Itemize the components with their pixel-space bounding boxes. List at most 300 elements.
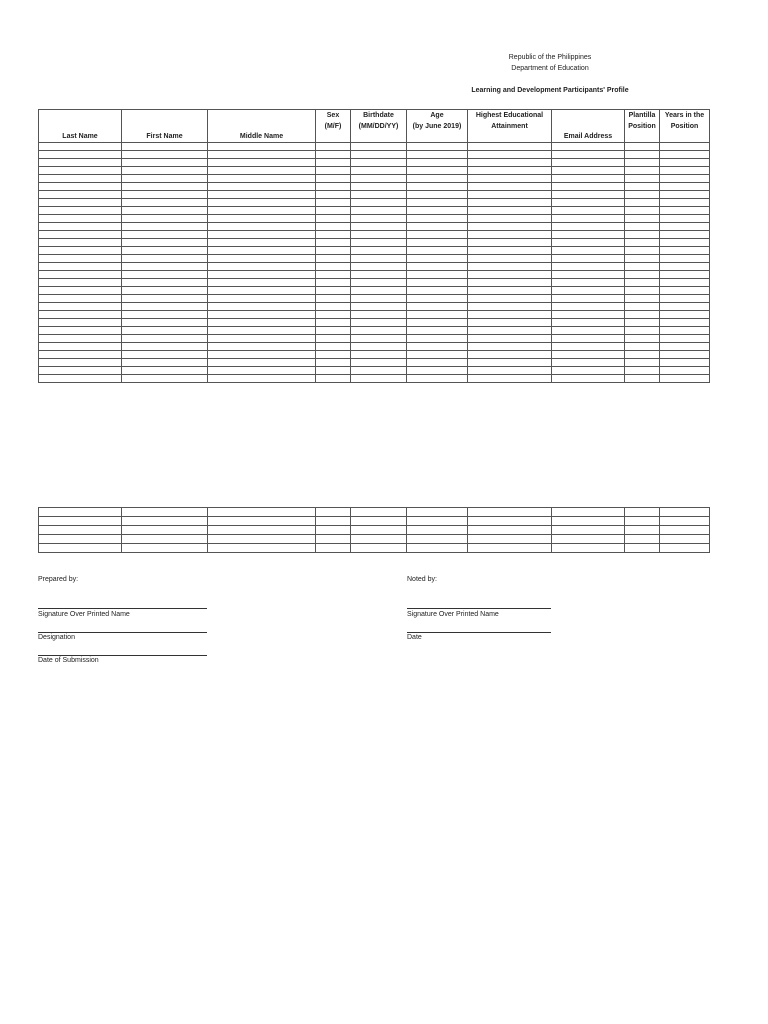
table-cell[interactable] xyxy=(552,295,625,303)
table-cell[interactable] xyxy=(625,207,660,215)
table-cell[interactable] xyxy=(660,375,710,383)
table-cell[interactable] xyxy=(316,508,351,517)
table-cell[interactable] xyxy=(39,311,122,319)
table-cell[interactable] xyxy=(351,319,407,327)
table-cell[interactable] xyxy=(316,535,351,544)
table-cell[interactable] xyxy=(122,143,208,151)
table-cell[interactable] xyxy=(351,327,407,335)
table-cell[interactable] xyxy=(122,207,208,215)
table-cell[interactable] xyxy=(351,151,407,159)
table-cell[interactable] xyxy=(122,231,208,239)
table-cell[interactable] xyxy=(208,159,316,167)
table-cell[interactable] xyxy=(208,199,316,207)
table-cell[interactable] xyxy=(625,535,660,544)
table-cell[interactable] xyxy=(660,255,710,263)
table-cell[interactable] xyxy=(208,223,316,231)
table-cell[interactable] xyxy=(351,175,407,183)
table-cell[interactable] xyxy=(625,508,660,517)
table-cell[interactable] xyxy=(39,287,122,295)
table-cell[interactable] xyxy=(407,223,468,231)
table-cell[interactable] xyxy=(208,295,316,303)
table-cell[interactable] xyxy=(552,375,625,383)
table-cell[interactable] xyxy=(552,215,625,223)
table-cell[interactable] xyxy=(39,508,122,517)
table-cell[interactable] xyxy=(552,535,625,544)
table-cell[interactable] xyxy=(552,271,625,279)
table-cell[interactable] xyxy=(316,207,351,215)
table-cell[interactable] xyxy=(660,247,710,255)
table-cell[interactable] xyxy=(39,167,122,175)
table-cell[interactable] xyxy=(122,508,208,517)
table-cell[interactable] xyxy=(552,279,625,287)
table-cell[interactable] xyxy=(625,303,660,311)
table-cell[interactable] xyxy=(208,231,316,239)
table-cell[interactable] xyxy=(351,359,407,367)
table-cell[interactable] xyxy=(468,535,552,544)
table-cell[interactable] xyxy=(351,255,407,263)
table-cell[interactable] xyxy=(39,279,122,287)
table-cell[interactable] xyxy=(552,263,625,271)
table-cell[interactable] xyxy=(625,367,660,375)
table-cell[interactable] xyxy=(660,295,710,303)
table-cell[interactable] xyxy=(208,271,316,279)
table-cell[interactable] xyxy=(625,151,660,159)
table-cell[interactable] xyxy=(468,335,552,343)
table-cell[interactable] xyxy=(660,223,710,231)
table-cell[interactable] xyxy=(122,526,208,535)
table-cell[interactable] xyxy=(407,517,468,526)
table-cell[interactable] xyxy=(407,335,468,343)
table-cell[interactable] xyxy=(122,517,208,526)
table-cell[interactable] xyxy=(351,335,407,343)
table-cell[interactable] xyxy=(407,231,468,239)
table-cell[interactable] xyxy=(316,255,351,263)
table-cell[interactable] xyxy=(316,526,351,535)
table-cell[interactable] xyxy=(468,199,552,207)
table-cell[interactable] xyxy=(122,327,208,335)
table-cell[interactable] xyxy=(208,335,316,343)
table-cell[interactable] xyxy=(122,287,208,295)
table-cell[interactable] xyxy=(122,263,208,271)
table-cell[interactable] xyxy=(552,517,625,526)
table-cell[interactable] xyxy=(316,263,351,271)
table-cell[interactable] xyxy=(39,327,122,335)
table-cell[interactable] xyxy=(552,508,625,517)
table-cell[interactable] xyxy=(208,263,316,271)
table-cell[interactable] xyxy=(625,295,660,303)
table-cell[interactable] xyxy=(468,255,552,263)
table-cell[interactable] xyxy=(468,263,552,271)
table-cell[interactable] xyxy=(660,526,710,535)
table-cell[interactable] xyxy=(552,327,625,335)
table-cell[interactable] xyxy=(552,199,625,207)
table-cell[interactable] xyxy=(407,271,468,279)
table-cell[interactable] xyxy=(351,231,407,239)
table-cell[interactable] xyxy=(316,359,351,367)
table-cell[interactable] xyxy=(316,351,351,359)
table-cell[interactable] xyxy=(625,191,660,199)
table-cell[interactable] xyxy=(39,375,122,383)
table-cell[interactable] xyxy=(39,247,122,255)
table-cell[interactable] xyxy=(351,343,407,351)
table-cell[interactable] xyxy=(407,167,468,175)
table-cell[interactable] xyxy=(316,239,351,247)
table-cell[interactable] xyxy=(39,295,122,303)
table-cell[interactable] xyxy=(468,526,552,535)
table-cell[interactable] xyxy=(468,215,552,223)
table-cell[interactable] xyxy=(122,199,208,207)
table-cell[interactable] xyxy=(316,271,351,279)
table-cell[interactable] xyxy=(468,175,552,183)
table-cell[interactable] xyxy=(351,295,407,303)
table-cell[interactable] xyxy=(39,143,122,151)
table-cell[interactable] xyxy=(468,343,552,351)
table-cell[interactable] xyxy=(208,526,316,535)
table-cell[interactable] xyxy=(468,327,552,335)
table-cell[interactable] xyxy=(351,517,407,526)
table-cell[interactable] xyxy=(660,151,710,159)
table-cell[interactable] xyxy=(468,207,552,215)
table-cell[interactable] xyxy=(468,239,552,247)
table-cell[interactable] xyxy=(351,367,407,375)
table-cell[interactable] xyxy=(660,535,710,544)
table-cell[interactable] xyxy=(39,263,122,271)
table-cell[interactable] xyxy=(660,327,710,335)
table-cell[interactable] xyxy=(660,343,710,351)
table-cell[interactable] xyxy=(625,183,660,191)
table-cell[interactable] xyxy=(407,351,468,359)
table-cell[interactable] xyxy=(122,535,208,544)
table-cell[interactable] xyxy=(625,167,660,175)
table-cell[interactable] xyxy=(351,167,407,175)
table-cell[interactable] xyxy=(468,159,552,167)
table-cell[interactable] xyxy=(660,359,710,367)
table-cell[interactable] xyxy=(552,287,625,295)
table-cell[interactable] xyxy=(660,191,710,199)
table-cell[interactable] xyxy=(468,303,552,311)
table-cell[interactable] xyxy=(351,544,407,553)
table-cell[interactable] xyxy=(407,183,468,191)
table-cell[interactable] xyxy=(351,143,407,151)
table-cell[interactable] xyxy=(468,359,552,367)
table-cell[interactable] xyxy=(122,311,208,319)
table-cell[interactable] xyxy=(660,544,710,553)
table-cell[interactable] xyxy=(552,351,625,359)
table-cell[interactable] xyxy=(208,151,316,159)
table-cell[interactable] xyxy=(552,303,625,311)
table-cell[interactable] xyxy=(351,215,407,223)
table-cell[interactable] xyxy=(316,191,351,199)
table-cell[interactable] xyxy=(625,517,660,526)
table-cell[interactable] xyxy=(122,335,208,343)
table-cell[interactable] xyxy=(625,311,660,319)
table-cell[interactable] xyxy=(208,215,316,223)
table-cell[interactable] xyxy=(208,508,316,517)
table-cell[interactable] xyxy=(552,359,625,367)
table-cell[interactable] xyxy=(208,143,316,151)
table-cell[interactable] xyxy=(351,191,407,199)
table-cell[interactable] xyxy=(39,191,122,199)
table-cell[interactable] xyxy=(407,359,468,367)
table-cell[interactable] xyxy=(316,231,351,239)
table-cell[interactable] xyxy=(39,207,122,215)
table-cell[interactable] xyxy=(552,175,625,183)
table-cell[interactable] xyxy=(552,319,625,327)
table-cell[interactable] xyxy=(625,271,660,279)
table-cell[interactable] xyxy=(552,343,625,351)
table-cell[interactable] xyxy=(122,255,208,263)
table-cell[interactable] xyxy=(351,183,407,191)
table-cell[interactable] xyxy=(660,263,710,271)
table-cell[interactable] xyxy=(351,159,407,167)
table-cell[interactable] xyxy=(316,223,351,231)
table-cell[interactable] xyxy=(122,367,208,375)
table-cell[interactable] xyxy=(316,287,351,295)
table-cell[interactable] xyxy=(625,327,660,335)
table-cell[interactable] xyxy=(316,247,351,255)
table-cell[interactable] xyxy=(122,159,208,167)
table-cell[interactable] xyxy=(625,375,660,383)
table-cell[interactable] xyxy=(552,255,625,263)
table-cell[interactable] xyxy=(351,199,407,207)
table-cell[interactable] xyxy=(122,271,208,279)
table-cell[interactable] xyxy=(468,311,552,319)
table-cell[interactable] xyxy=(468,271,552,279)
table-cell[interactable] xyxy=(351,351,407,359)
table-cell[interactable] xyxy=(625,239,660,247)
table-cell[interactable] xyxy=(625,343,660,351)
table-cell[interactable] xyxy=(316,167,351,175)
table-cell[interactable] xyxy=(407,311,468,319)
table-cell[interactable] xyxy=(625,319,660,327)
table-cell[interactable] xyxy=(407,239,468,247)
table-cell[interactable] xyxy=(316,151,351,159)
table-cell[interactable] xyxy=(39,175,122,183)
table-cell[interactable] xyxy=(660,159,710,167)
table-cell[interactable] xyxy=(407,535,468,544)
table-cell[interactable] xyxy=(660,351,710,359)
table-cell[interactable] xyxy=(351,287,407,295)
table-cell[interactable] xyxy=(625,215,660,223)
table-cell[interactable] xyxy=(468,279,552,287)
table-cell[interactable] xyxy=(407,287,468,295)
table-cell[interactable] xyxy=(208,343,316,351)
table-cell[interactable] xyxy=(39,335,122,343)
table-cell[interactable] xyxy=(122,343,208,351)
table-cell[interactable] xyxy=(122,175,208,183)
table-cell[interactable] xyxy=(316,175,351,183)
table-cell[interactable] xyxy=(468,183,552,191)
table-cell[interactable] xyxy=(407,508,468,517)
table-cell[interactable] xyxy=(625,526,660,535)
table-cell[interactable] xyxy=(552,231,625,239)
table-cell[interactable] xyxy=(625,143,660,151)
table-cell[interactable] xyxy=(208,351,316,359)
table-cell[interactable] xyxy=(39,359,122,367)
table-cell[interactable] xyxy=(468,151,552,159)
table-cell[interactable] xyxy=(552,183,625,191)
table-cell[interactable] xyxy=(208,535,316,544)
table-cell[interactable] xyxy=(660,215,710,223)
table-cell[interactable] xyxy=(468,247,552,255)
table-cell[interactable] xyxy=(660,183,710,191)
table-cell[interactable] xyxy=(625,247,660,255)
table-cell[interactable] xyxy=(208,544,316,553)
table-cell[interactable] xyxy=(351,271,407,279)
table-cell[interactable] xyxy=(625,231,660,239)
table-cell[interactable] xyxy=(552,151,625,159)
table-cell[interactable] xyxy=(351,279,407,287)
table-cell[interactable] xyxy=(122,215,208,223)
table-cell[interactable] xyxy=(625,199,660,207)
table-cell[interactable] xyxy=(552,544,625,553)
table-cell[interactable] xyxy=(407,215,468,223)
table-cell[interactable] xyxy=(122,319,208,327)
table-cell[interactable] xyxy=(625,263,660,271)
table-cell[interactable] xyxy=(660,287,710,295)
table-cell[interactable] xyxy=(625,359,660,367)
table-cell[interactable] xyxy=(468,287,552,295)
table-cell[interactable] xyxy=(660,319,710,327)
table-cell[interactable] xyxy=(552,367,625,375)
table-cell[interactable] xyxy=(625,175,660,183)
table-cell[interactable] xyxy=(468,319,552,327)
table-cell[interactable] xyxy=(316,183,351,191)
table-cell[interactable] xyxy=(316,517,351,526)
table-cell[interactable] xyxy=(552,191,625,199)
table-cell[interactable] xyxy=(208,311,316,319)
table-cell[interactable] xyxy=(39,215,122,223)
table-cell[interactable] xyxy=(552,167,625,175)
table-cell[interactable] xyxy=(39,303,122,311)
table-cell[interactable] xyxy=(316,367,351,375)
table-cell[interactable] xyxy=(407,544,468,553)
table-cell[interactable] xyxy=(316,295,351,303)
table-cell[interactable] xyxy=(39,367,122,375)
table-cell[interactable] xyxy=(660,367,710,375)
table-cell[interactable] xyxy=(468,517,552,526)
table-cell[interactable] xyxy=(351,223,407,231)
table-cell[interactable] xyxy=(39,231,122,239)
table-cell[interactable] xyxy=(407,319,468,327)
table-cell[interactable] xyxy=(468,231,552,239)
table-cell[interactable] xyxy=(208,517,316,526)
table-cell[interactable] xyxy=(39,526,122,535)
table-cell[interactable] xyxy=(660,279,710,287)
table-cell[interactable] xyxy=(407,367,468,375)
table-cell[interactable] xyxy=(122,359,208,367)
table-cell[interactable] xyxy=(552,311,625,319)
table-cell[interactable] xyxy=(407,143,468,151)
table-cell[interactable] xyxy=(660,231,710,239)
table-cell[interactable] xyxy=(625,159,660,167)
table-cell[interactable] xyxy=(407,247,468,255)
table-cell[interactable] xyxy=(407,295,468,303)
table-cell[interactable] xyxy=(208,327,316,335)
table-cell[interactable] xyxy=(552,526,625,535)
table-cell[interactable] xyxy=(39,343,122,351)
table-cell[interactable] xyxy=(122,375,208,383)
table-cell[interactable] xyxy=(468,143,552,151)
table-cell[interactable] xyxy=(316,279,351,287)
table-cell[interactable] xyxy=(316,311,351,319)
table-cell[interactable] xyxy=(122,279,208,287)
table-cell[interactable] xyxy=(407,191,468,199)
table-cell[interactable] xyxy=(468,351,552,359)
table-cell[interactable] xyxy=(316,143,351,151)
table-cell[interactable] xyxy=(351,508,407,517)
table-cell[interactable] xyxy=(468,295,552,303)
table-cell[interactable] xyxy=(39,319,122,327)
table-cell[interactable] xyxy=(407,279,468,287)
table-cell[interactable] xyxy=(407,159,468,167)
table-cell[interactable] xyxy=(316,343,351,351)
table-cell[interactable] xyxy=(208,183,316,191)
table-cell[interactable] xyxy=(351,375,407,383)
table-cell[interactable] xyxy=(552,247,625,255)
table-cell[interactable] xyxy=(468,508,552,517)
table-cell[interactable] xyxy=(468,367,552,375)
table-cell[interactable] xyxy=(660,175,710,183)
table-cell[interactable] xyxy=(208,359,316,367)
table-cell[interactable] xyxy=(122,151,208,159)
table-cell[interactable] xyxy=(625,279,660,287)
table-cell[interactable] xyxy=(39,517,122,526)
table-cell[interactable] xyxy=(208,247,316,255)
table-cell[interactable] xyxy=(208,279,316,287)
table-cell[interactable] xyxy=(39,255,122,263)
table-cell[interactable] xyxy=(468,167,552,175)
table-cell[interactable] xyxy=(208,303,316,311)
table-cell[interactable] xyxy=(660,335,710,343)
table-cell[interactable] xyxy=(351,207,407,215)
table-cell[interactable] xyxy=(208,191,316,199)
table-cell[interactable] xyxy=(407,207,468,215)
table-cell[interactable] xyxy=(351,526,407,535)
table-cell[interactable] xyxy=(660,271,710,279)
table-cell[interactable] xyxy=(660,199,710,207)
table-cell[interactable] xyxy=(625,351,660,359)
table-cell[interactable] xyxy=(39,159,122,167)
table-cell[interactable] xyxy=(39,351,122,359)
table-cell[interactable] xyxy=(660,239,710,247)
table-cell[interactable] xyxy=(407,199,468,207)
table-cell[interactable] xyxy=(39,151,122,159)
table-cell[interactable] xyxy=(552,143,625,151)
table-cell[interactable] xyxy=(208,207,316,215)
table-cell[interactable] xyxy=(351,247,407,255)
table-cell[interactable] xyxy=(468,223,552,231)
table-cell[interactable] xyxy=(208,287,316,295)
table-cell[interactable] xyxy=(39,199,122,207)
table-cell[interactable] xyxy=(208,239,316,247)
table-cell[interactable] xyxy=(208,167,316,175)
table-cell[interactable] xyxy=(552,223,625,231)
table-cell[interactable] xyxy=(552,207,625,215)
table-cell[interactable] xyxy=(122,303,208,311)
table-cell[interactable] xyxy=(407,526,468,535)
table-cell[interactable] xyxy=(351,311,407,319)
table-cell[interactable] xyxy=(552,239,625,247)
table-cell[interactable] xyxy=(122,183,208,191)
table-cell[interactable] xyxy=(122,247,208,255)
table-cell[interactable] xyxy=(407,255,468,263)
table-cell[interactable] xyxy=(625,544,660,553)
table-cell[interactable] xyxy=(407,327,468,335)
table-cell[interactable] xyxy=(122,239,208,247)
table-cell[interactable] xyxy=(407,375,468,383)
table-cell[interactable] xyxy=(407,175,468,183)
